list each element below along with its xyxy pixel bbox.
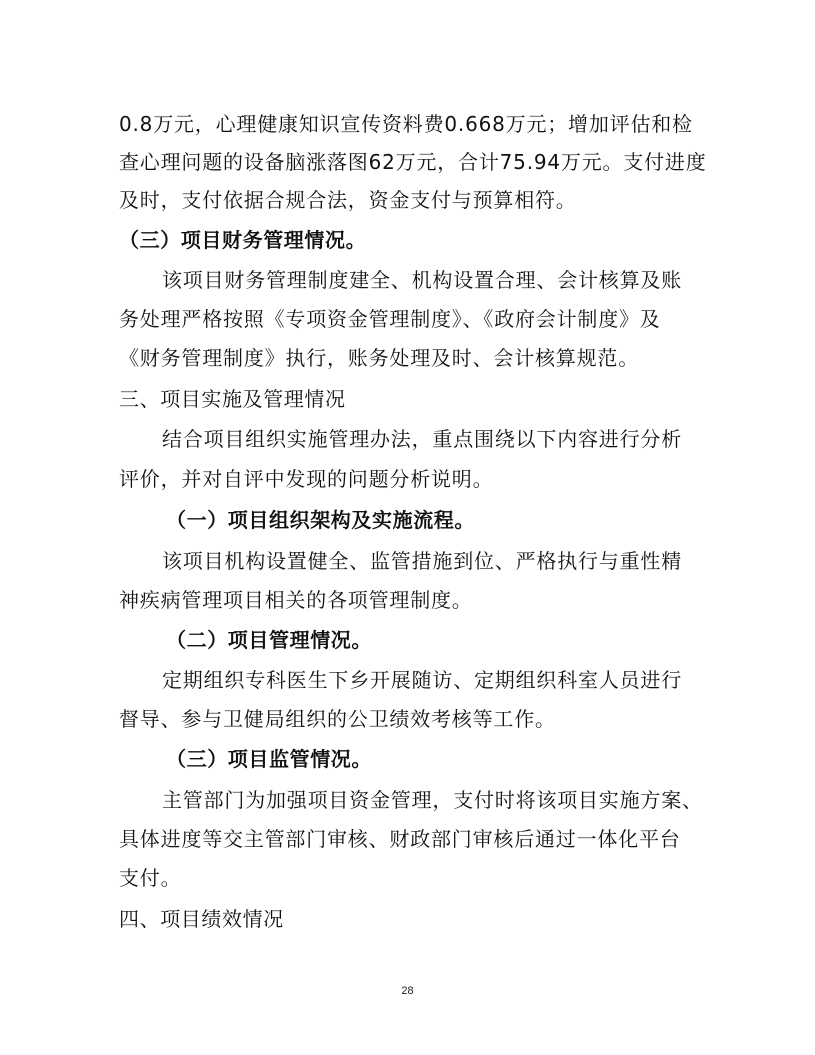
subheading-financial-management: （三）项目财务管理情况。 — [119, 228, 367, 252]
paragraph-line: 督导、参与卫健局组织的公卫绩效考核等工作。 — [119, 707, 556, 731]
paragraph-line: 0.8万元，心理健康知识宣传资料费0.668万元；增加评估和检 — [119, 112, 693, 136]
paragraph-line: 主管部门为加强项目资金管理，支付时将该项目实施方案、 — [162, 788, 703, 812]
paragraph-line: 及时，支付依据合规合法，资金支付与预算相符。 — [119, 188, 577, 212]
subheading-project-management: （二）项目管理情况。 — [166, 628, 372, 652]
paragraph-line: 务处理严格按照《专项资金管理制度》、《政府会计制度》及 — [119, 307, 661, 331]
paragraph-line: 《财务管理制度》执行，账务处理及时、会计核算规范。 — [119, 346, 639, 370]
paragraph-line: 支付。 — [119, 866, 182, 890]
paragraph-line: 神疾病管理项目相关的各项管理制度。 — [119, 588, 473, 612]
paragraph-line: 该项目财务管理制度建全、机构设置合理、会计核算及账 — [162, 268, 682, 292]
paragraph-line: 该项目机构设置健全、监管措施到位、严格执行与重性精 — [162, 549, 682, 573]
paragraph-line: 定期组织专科医生下乡开展随访、定期组织科室人员进行 — [162, 668, 682, 692]
section-heading-performance: 四、项目绩效情况 — [119, 907, 284, 931]
subheading-supervision: （三）项目监管情况。 — [166, 747, 372, 771]
section-heading-implementation: 三、项目实施及管理情况 — [119, 387, 346, 411]
paragraph-line: 结合项目组织实施管理办法，重点围绕以下内容进行分析 — [162, 427, 682, 451]
page-number: 28 — [401, 985, 414, 997]
paragraph-line: 评价，并对自评中发现的问题分析说明。 — [119, 467, 494, 491]
paragraph-line: 具体进度等交主管部门审核、财政部门审核后通过一体化平台 — [119, 827, 681, 851]
paragraph-line: 查心理问题的设备脑涨落图62万元，合计75.94万元。支付进度 — [119, 150, 707, 174]
subheading-organization: （一）项目组织架构及实施流程。 — [166, 508, 475, 532]
